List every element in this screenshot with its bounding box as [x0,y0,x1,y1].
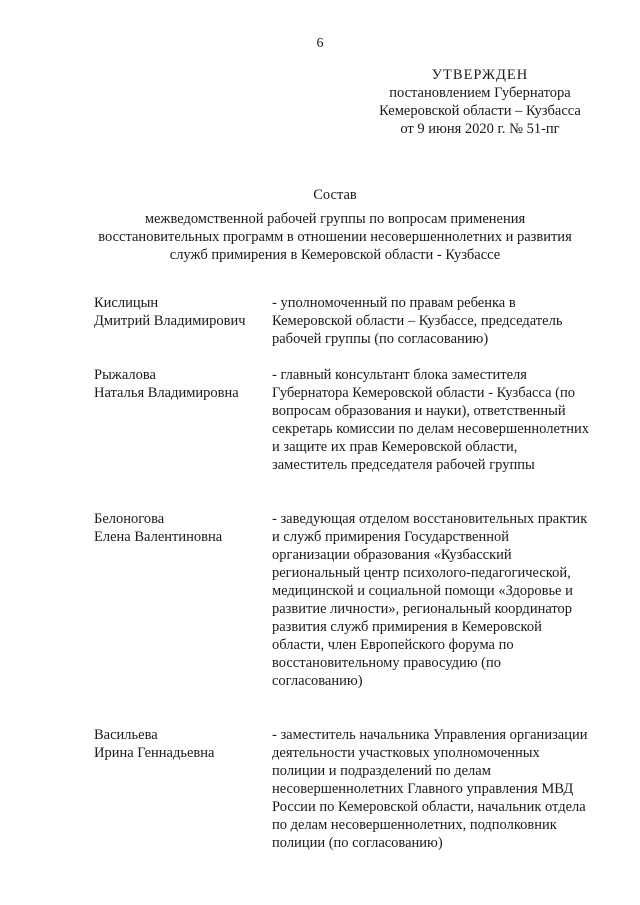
approval-line: Кемеровской области – Кузбасса [379,103,581,119]
approval-date: от 9 июня 2020 г. № 51-пг [400,121,560,137]
member-role: - главный консультант блока заместителя Губернатора Кемеровской области - Кузбасса (по вопросам образования и науки), ответственный секретарь комиссии по делам несовершеннолетних и защите их прав Кемеровской области, заместитель председателя рабочей группы [272,367,590,473]
approval-block [360,66,600,138]
member-entry [94,366,594,474]
member-role: - заместитель начальника Управления организации деятельности участковых уполномоченных полиции и подразделений по делам несовершеннолетних Главного управления МВД России по Кемеровской области, начальник отдела по делам несовершеннолетних, подполковник полиции (по согласованию) [272,727,588,851]
approval-line: постановлением Губернатора [389,85,571,101]
approval-stamp-title: УТВЕРЖДЕН [431,67,529,83]
member-surname: Белоногова [94,511,165,527]
member-given-name: Наталья Владимировна [94,385,239,401]
document-heading [80,186,590,264]
member-given-name: Елена Валентиновна [94,529,223,545]
document-subtitle-line: восстановительных программ в отношении несовершеннолетних и развития [98,229,572,245]
member-name [94,294,272,348]
member-name [94,366,272,474]
page-number: 6 [316,36,324,51]
document-subtitle-line: межведомственной рабочей группы по вопросам применения [144,211,526,227]
member-name [94,510,272,690]
member-surname: Кислицын [94,295,159,311]
member-given-name: Дмитрий Владимирович [94,313,246,329]
member-name [94,726,272,852]
member-entry [94,726,594,852]
member-entry [94,294,594,348]
document-title: Состав [313,187,357,203]
member-role: - уполномоченный по правам ребенка в Кемеровской области – Кузбассе, председатель рабочей группы (по согласованию) [272,295,563,347]
member-role: - заведующая отделом восстановительных практик и служб примирения Государственной организации образования «Кузбасский региональный центр психолого-педагогической, медицинской и социальной помощи «Здоровье и развитие личности», региональный координатор развития служб примирения в Кемеровской области, член Европейского форума по восстановительному правосудию (по согласованию) [272,511,588,689]
member-given-name: Ирина Геннадьевна [94,745,215,761]
member-entry [94,510,594,690]
member-surname: Васильева [94,727,158,743]
member-list [94,294,594,852]
member-surname: Рыжалова [94,367,156,383]
document-subtitle-line: служб примирения в Кемеровской области - Кузбассе [169,247,501,263]
